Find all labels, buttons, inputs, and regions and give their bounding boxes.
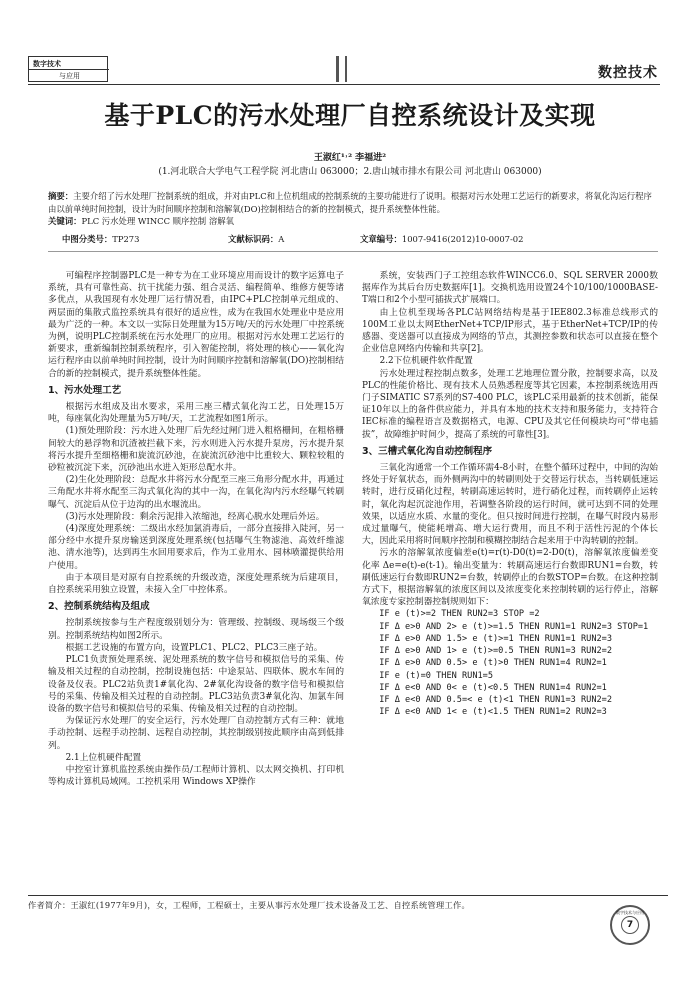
section-name: 数控技术 (598, 65, 658, 81)
doc-code-value: A (278, 234, 285, 244)
clc-field (62, 233, 139, 245)
header-stripe (345, 56, 347, 82)
paragraph: 由于本项目是对原有自控系统的升级改造，深度处理系统为后建项目，自控系统采用独立设置，未接入全厂中控体系。 (48, 572, 344, 596)
subsection-heading: 2.2下位机硬件软件配置 (379, 356, 473, 367)
article-affiliation: (1.河北联合大学电气工程学院 河北唐山 063000；2.唐山城市排水有限公司 河北唐山 063000) (158, 167, 542, 177)
header-rule (28, 84, 660, 85)
paragraph: (3)污水处理阶段：剩余污泥排入浓缩池，经离心脱水处理后外运。 (65, 511, 325, 522)
control-rule: IF Δ e>0 AND 2> e (t)>=1.5 THEN RUN1=1 RUN2=3 STOP=1 (379, 621, 649, 632)
journal-logo-line2: 与应用 (59, 72, 80, 80)
control-rule: IF Δ e>0 AND 1> e (t)>=0.5 THEN RUN1=3 RUN2=2 (379, 646, 613, 657)
abstract-paragraph (48, 190, 658, 215)
control-rule: IF Δ e<0 AND 0< e (t)<0.5 THEN RUN1=4 RUN2=1 (379, 682, 607, 693)
clc-label: 中图分类号： (62, 234, 113, 244)
paragraph: 污水的溶解氧浓度偏差e(t)=r(t)-D0(t)=2-D0(t)，溶解氧浓度偏差变化率 Δe=e(t)-e(t-1)。输出变量为：转刷高速运行台数即RUN1=台数，转刷低速运行台数即RUN2=台数，转刷停止的台数STOP=台数。在这种控制方式下，根据溶解氧的浓度区间以及浓度变化来控制转刷的运行停止，溶解氧浓度专家控制器控制规则如下： (362, 548, 658, 608)
abstract-label: 摘要： (48, 191, 74, 201)
control-rule: IF e (t)>=2 THEN RUN2=3 STOP =2 (379, 609, 540, 620)
journal-logo-line1: 数字技术 (33, 60, 61, 68)
article-number-field (360, 233, 523, 245)
control-rule: IF Δ e>0 AND 1.5> e (t)>=1 THEN RUN1=1 RUN2=3 (379, 633, 613, 644)
paragraph: PLC1负责预处理系统、泥处理系统的数字信号和模拟信号的采集、传输及相关过程的自动控制，控制设施包括：中途泵站、四联体、脱水车间的设备及仪表。PLC2站负责1#氧化沟、2#氧化沟设备的数字信号和模拟信号的采集、传输及相关过程的自动控制。PLC3站负责3#氧化沟、加氯车间设备的数字信号和模拟信号的采集、传输及相关过程的自动控制。 (48, 655, 344, 714)
paragraph: 由上位机至现场各PLC站网络结构是基于IEE802.3标准总线形式的100M工业以太网EtherNet+TCP/IP形式，基于EtherNet+TCP/IP的传感器、变送器可以直接成为网络的节点，其测控参数和状态可以直接在整个企业信息网络内传输和共享[2]。 (362, 307, 658, 355)
keywords-text: PLC 污水处理 WINCC 顺序控制 溶解氧 (81, 216, 234, 226)
author-footnote: 作者简介：王淑红(1977年9月)，女，工程师，工程硕士，主要从事污水处理厂技术设备及工艺、自控系统管理工作。 (28, 900, 470, 910)
paragraph: (2)生化处理阶段：总配水井将污水分配至三座三角形分配水井，再通过三角配水井将水配至三沟式氧化沟的其中一沟，在氧化沟内污水经曝气转刷曝气、沉淀后从位于边沟的出水堰流出。 (48, 475, 344, 510)
keywords-line (48, 215, 658, 228)
article-number-label: 文章编号： (360, 234, 402, 244)
paragraph: (1)预处理阶段：污水进入处理厂后先经过闸门进入粗格栅间，在粗格栅间较大的悬浮物和沉渣被拦截下来，污水则进入污水提升泵房，污水提升泵将污水提升至细格栅和旋流沉砂池，在旋流沉砂池中比重较大、颗粒较粗的砂粒被沉淀下来，沉砂池出水进入矩形总配水井。 (48, 426, 344, 474)
right-column (362, 270, 658, 718)
doc-code-field (228, 233, 284, 245)
article-title: 基于PLC的污水处理厂自控系统设计及实现 (104, 101, 596, 130)
paragraph: 根据工艺设施的布置方向，设置PLC1、PLC2、PLC3三座子站。 (65, 642, 323, 653)
keywords-label: 关键词： (48, 216, 82, 226)
article-authors: 王淑红¹˒² 李福进² (313, 153, 387, 163)
footnote-rule (28, 895, 668, 896)
paragraph: 中控室计算机监控系统由操作员/工程师计算机、以太网交换机、打印机等构成计算机局域网。工控机采用 Windows XP操作 (48, 764, 344, 788)
doc-code-label: 文献标识码： (228, 234, 279, 244)
paragraph: 根据污水组成及出水要求，采用三座三槽式氧化沟工艺，日处理15万吨，每座氧化沟处理量为5万吨/天，工艺流程如图1所示。 (48, 402, 344, 425)
control-rule: IF Δ e<0 AND 0.5=< e (t)<1 THEN RUN1=3 RUN2=2 (379, 694, 613, 705)
abstract-block (48, 190, 658, 228)
page-number: 7 (621, 916, 639, 934)
header-stripe (336, 56, 339, 82)
paragraph: 为保证污水处理厂的安全运行，污水处理厂自动控制方式有三种：就地手动控制、远程手动控制、远程自动控制，其控制级别按此顺序由高到低排列。 (48, 716, 344, 751)
page-number-badge (610, 905, 650, 945)
control-rule: IF e (t)=0 THEN RUN1=5 (379, 670, 494, 681)
abstract-rule (48, 251, 658, 252)
paragraph: 系统，安装西门子工控组态软件WINCC6.0、SQL SERVER 2000数据库作为其后台历史数据库[1]。交换机选用设置24个10/100/1000BASE-T端口和2个小型可插拔式扩展端口。 (362, 271, 658, 306)
control-rule: IF Δ e<0 AND 1< e (t)<1.5 THEN RUN1=2 RUN2=3 (379, 707, 607, 718)
section-heading: 1、污水处理工艺 (48, 384, 122, 396)
paragraph: 污水处理过程控制点数多，处理工艺地理位置分散，控制要求高，以及PLC的性能价格比、现有技术人员熟悉程度等其它因素，本控制系统选用西门子SIMATIC S7系列的S7-400 PLC，该PLC采用最新的技术创新，能保证10年以上的备件供应能力，并具有本地的技术支持和服务能力，支持符合IEC标准的编程语言及数据格式，电源、CPU及其它任何模块均可“带电插拔”，故障维护时间少，提高了系统的可靠性[3]。 (362, 368, 658, 440)
journal-logo-divider (29, 69, 109, 70)
paragraph: 可编程序控制器PLC是一种专为在工业环境应用而设计的数字运算电子系统，具有可靠性高、抗干扰能力强、组合灵活、编程简单、维修方便等诸多优点，从我国现有水处理厂运行情况看，由IPC+PLC控制单元组成的、两层面的集散式监控系统具有很好的适应性，成为在我国水处理业中是应用最为广泛的一种。本文以一实际日处理量为15万吨/天的污水处理厂中控系统为例，说明PLC控制系统在污水处理厂的应用。根据对污水处理工艺运行的新要求，重新编制控制系统程序，引入智能控制，将处理的核心——氧化沟运行程序由以前单纯时间控制，设计为时间顺序控制和溶解氧(DO)控制相结合的新的控制模式，提升系统整体性能。 (48, 271, 344, 379)
section-heading: 2、控制系统结构及组成 (48, 601, 150, 613)
section-heading: 3、三槽式氧化沟自动控制程序 (362, 445, 493, 457)
badge-text: 数字技术与应用 (616, 910, 644, 915)
article-number-value: 1007-9416(2012)10-0007-02 (401, 234, 524, 244)
left-column (48, 270, 344, 788)
control-rule: IF Δ e>0 AND 0.5> e (t)>0 THEN RUN1=4 RUN2=1 (379, 658, 607, 669)
abstract-text: 主要介绍了污水处理厂控制系统的组成，并对由PLC和上位机组成的控制系统的主要功能进行了说明。根据对污水处理工艺运行的新要求，将氧化沟运行程序由以前单纯时间控制，设计为时间顺序控制和溶解氧(DO)控制相结合的新的控制模式，提升系统整体性能。 (48, 191, 652, 214)
paragraph: 三氧化沟通常一个工作循环需4-8小时，在整个循环过程中，中间的沟始终处于好氧状态，而外侧两沟中的转刷则处于交替运行状态，当转刷低速运转时，进行反硝化过程，转刷高速运转时，进行硝化过程，而转刷停止运转时，氧化沟起沉淀池作用，若调整各阶段的运行时间，就可达到不同的处理效果，以适应水质、水量的变化。但只按时间进行控制，在曝气时段内易形成过量曝气，使能耗增高、增大运行费用，而且不利于活性污泥的个体长大，因此采用将时间顺序控制和模糊控制结合起来用于中沟转刷的控制。 (362, 463, 658, 547)
journal-logo (28, 56, 108, 82)
paragraph: 控制系统按参与生产程度级别划分为：管理级、控制级、现场级三个级别。控制系统结构如图2所示。 (48, 618, 344, 641)
paragraph: (4)深度处理系统：二级出水经加氯消毒后，一部分直接排入陡河，另一部分经中水提升泵房输送到深度处理系统(包括曝气生物滤池、高效纤维滤池、清水池等)，达到再生水回用要求后，作为工业用水、园林喷灌提供给用户使用。 (48, 524, 344, 571)
subsection-heading: 2.1上位机硬件配置 (65, 752, 142, 763)
clc-value: TP273 (112, 234, 140, 244)
